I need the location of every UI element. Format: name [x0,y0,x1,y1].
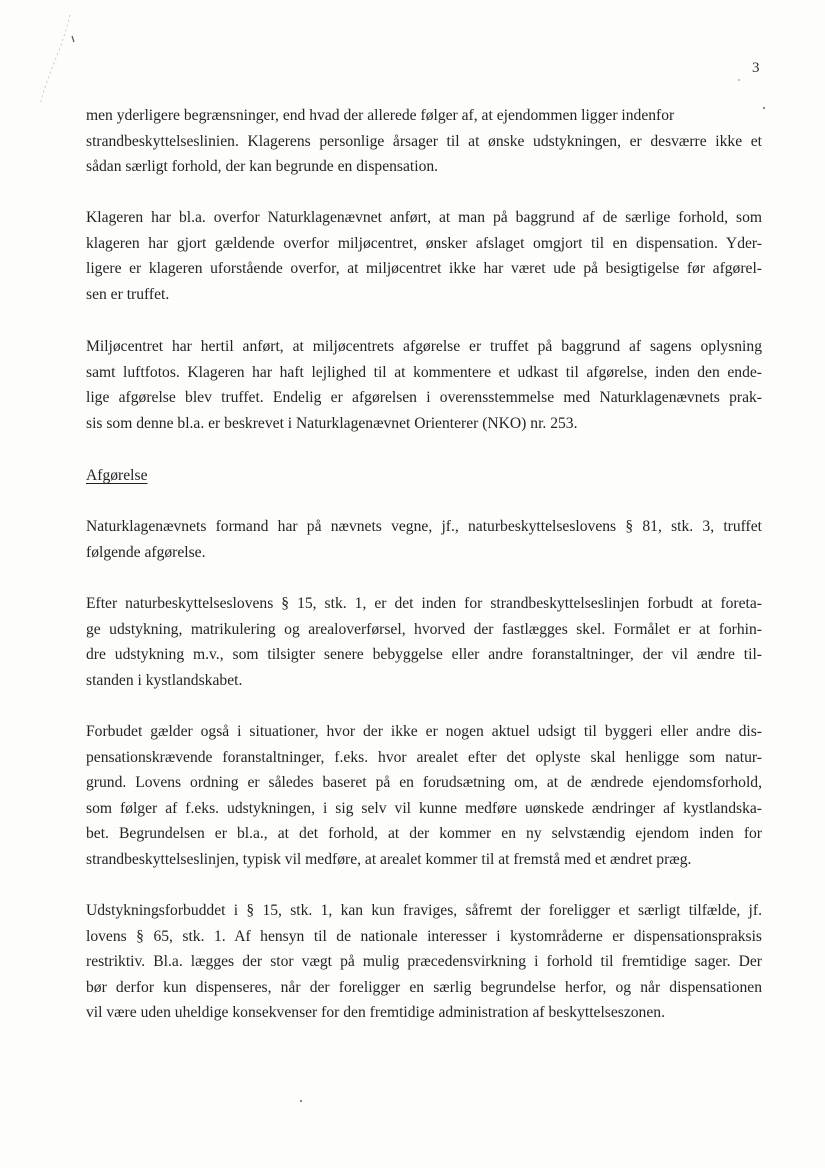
paragraph-line: ligere er klageren uforstående overfor, at miljøcentret ikke har været ude på besigtigelse før afgørel- [86,260,762,277]
paragraph-line: Forbudet gælder også i situationer, hvor der ikke er nogen aktuel udsigt til byggeri eller andre dis- [86,723,762,740]
paragraph-line: samt luftfotos. Klageren har haft lejlighed til at kommentere et udkast til afgørelse, inden den ende- [86,363,762,381]
paragraph-line: pensationskrævende foranstaltninger, f.eks. hvor arealet efter det oplyste skal henligge som natur- [86,748,762,766]
scan-speck [300,1100,302,1102]
paragraph-2 [86,205,762,307]
section-heading: Afgørelse [86,467,148,484]
paragraph-1 [86,103,762,180]
paragraph-line: bør derfor kun dispenseres, når der foreligger en særlig begrundelse herfor, og når dispensationen [86,978,762,996]
paragraph-line: standen i kystlandskabet. [86,671,243,689]
paragraph-6 [86,719,762,872]
paragraph-line: Klageren har bl.a. overfor Naturklagenævnet anført, at man på baggrund af de særlige forhold, som [86,209,762,226]
scan-speck [763,107,765,109]
paragraph-line: Naturklagenævnets formand har på nævnets vegne, jf., naturbeskyttelseslovens § 81, stk. 3, truffet [86,518,762,535]
paragraph-line: grund. Lovens ordning er således baseret på en forudsætning om, at de ændrede ejendomsforhold, [86,774,762,791]
paragraph-line: bet. Begrundelsen er bl.a., at det forhold, at der kommer en ny selvstændig ejendom inden for [86,825,762,842]
paragraph-line: sådan særligt forhold, der kan begrunde en dispensation. [86,158,439,175]
paragraph-line: sis som denne bl.a. er beskrevet i Naturklagenævnet Orienterer (NKO) nr. 253. [86,414,578,432]
paragraph-line: dre udstykning m.v., som tilsigter senere bebyggelse eller andre foranstaltninger, der vil ændre til- [86,646,762,663]
paragraph-line: strandbeskyttelseslinjen, typisk vil medføre, at arealet kommer til at fremstå med et ændret præg. [86,850,692,868]
paragraph-4 [86,514,762,565]
paragraph-line: restriktiv. Bl.a. lægges der stor vægt på mulig præcedensvirkning i forhold til fremtidige sager. Der [86,953,762,970]
page-number: 3 [752,60,760,76]
paragraph-7 [86,898,762,1026]
paragraph-line: Efter naturbeskyttelseslovens § 15, stk. 1, er det inden for strandbeskyttelseslinjen forbudt at foreta- [86,595,762,612]
scan-artifact [22,10,82,110]
paragraph-5 [86,591,762,693]
paragraph-line: ge udstykning, matrikulering og arealoverførsel, hvorved der fastlægges skel. Formålet er at forhin- [86,620,762,638]
paragraph-line: strandbeskyttelseslinien. Klagerens personlige årsager til at ønske udstykningen, er desværre ikke et [86,132,762,150]
paragraph-3 [86,334,762,436]
paragraph-line: Udstykningsforbuddet i § 15, stk. 1, kan kun fraviges, såfremt der foreligger et særligt tilfælde, jf. [86,902,762,919]
paragraph-line: men yderligere begrænsninger, end hvad der allerede følger af, at ejendommen ligger indenfor [86,107,675,124]
paragraph-line: lige afgørelse blev truffet. Endelig er afgørelsen i overensstemmelse med Naturklagenævnets prak- [86,389,762,406]
paragraph-line: følgende afgørelse. [86,543,206,561]
paragraph-line: klageren har gjort gældende overfor miljøcentret, ønsker afslaget omgjort til en dispensation. Yder- [86,234,762,252]
paragraph-line: lovens § 65, stk. 1. Af hensyn til de nationale interesser i kystområderne er dispensationspraksis [86,927,762,945]
scan-speck [738,79,740,81]
paragraph-line: sen er truffet. [86,285,170,303]
paragraph-line: Miljøcentret har hertil anført, at miljøcentrets afgørelse er truffet på baggrund af sagens oplysning [86,338,762,355]
paragraph-line: vil være uden uheldige konsekvenser for den fremtidige administration af beskyttelseszonen. [86,1004,665,1021]
paragraph-line: som følger af f.eks. udstykningen, i sig selv vil kunne medføre uønskede ændringer af kystlandska- [86,799,762,817]
